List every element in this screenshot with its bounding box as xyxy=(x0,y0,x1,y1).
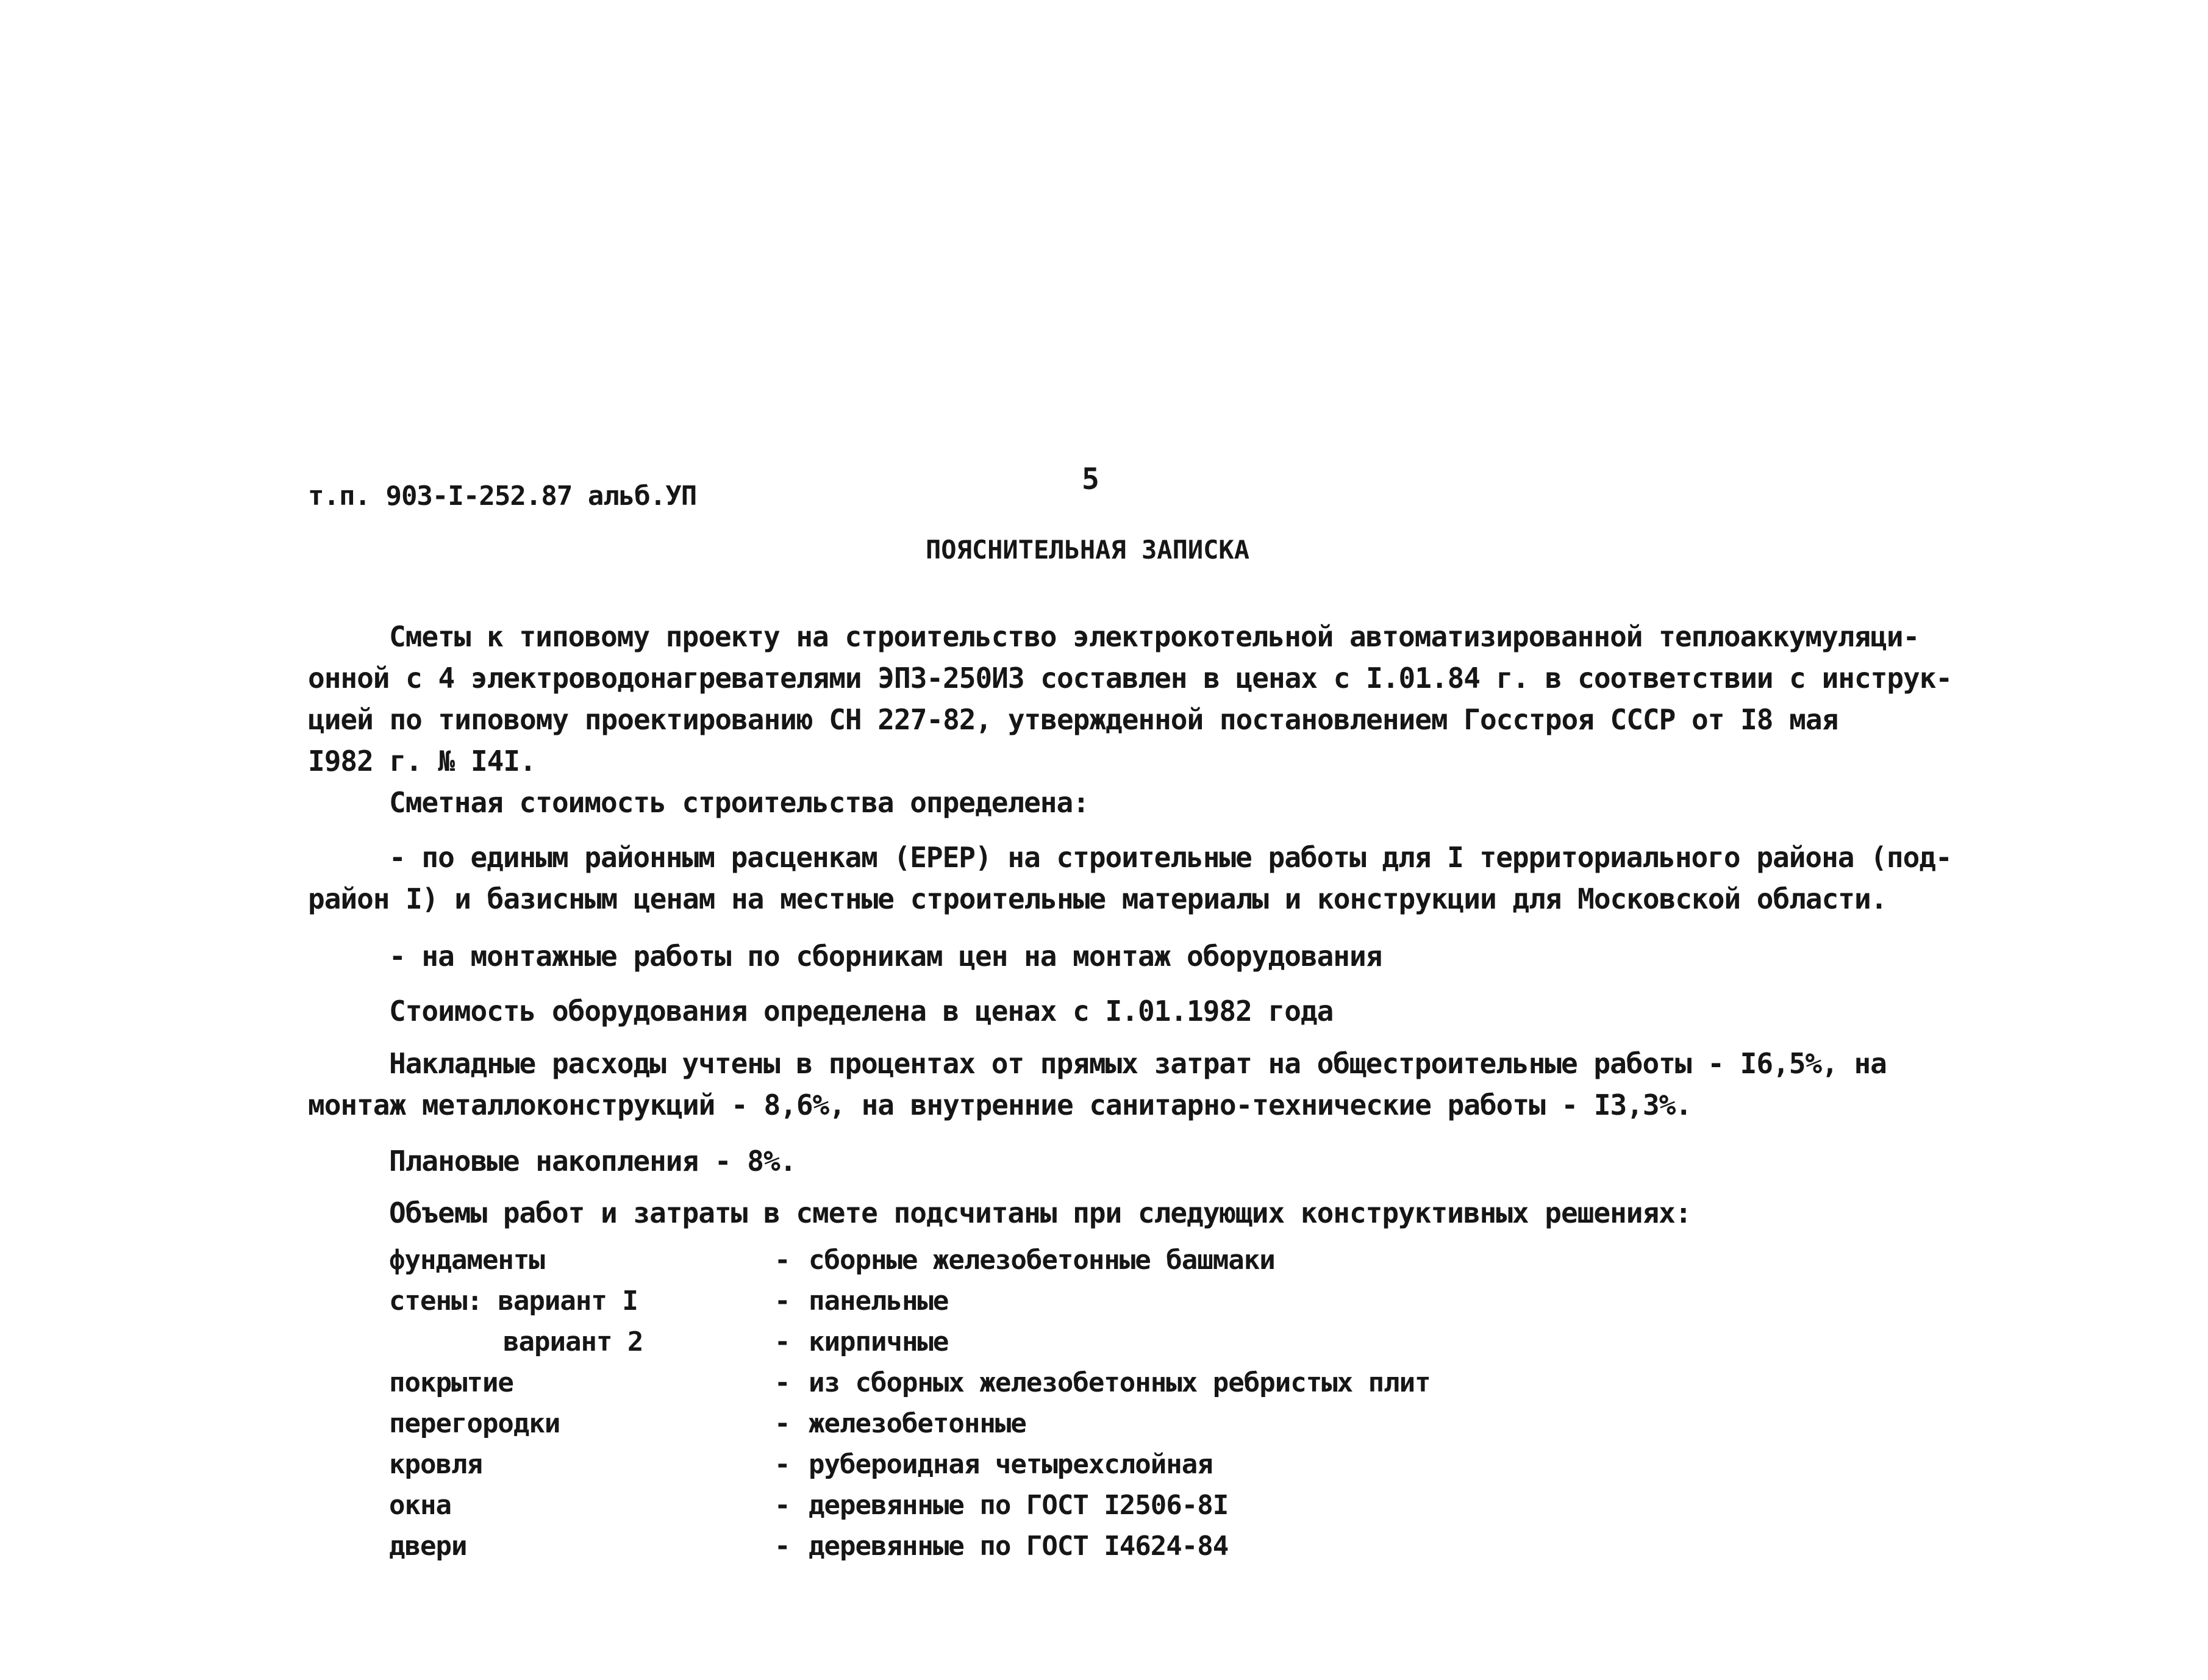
spec-key: фундаменты xyxy=(389,1245,545,1276)
spec-value: сборные железобетонные башмаки xyxy=(809,1245,1275,1276)
text-line: - на монтажные работы по сборникам цен на монтаж оборудования xyxy=(389,940,1382,973)
spec-row xyxy=(389,1403,1431,1444)
spec-value: деревянные по ГОСТ I2506-8I xyxy=(809,1490,1229,1521)
spec-key: покрытие xyxy=(389,1367,513,1398)
text-line: - по единым районным расценкам (ЕРЕР) на строительные работы для I территориального района (под- xyxy=(389,841,1952,874)
spec-key: двери xyxy=(389,1531,467,1562)
spec-dash: - xyxy=(774,1326,790,1357)
equipment-cost-paragraph xyxy=(308,990,2015,1032)
text-line: Плановые накопления - 8%. xyxy=(389,1145,796,1178)
spec-dash: - xyxy=(774,1245,790,1276)
spec-key: кровля xyxy=(389,1449,482,1480)
text-line: онной с 4 электроводонагревателями ЭПЗ-250ИЗ составлен в ценах с I.01.84 г. в соответствии с инструк- xyxy=(308,662,1953,695)
spec-value: рубероидная четырехслойная xyxy=(809,1449,1213,1480)
spec-dash: - xyxy=(774,1285,790,1317)
cost-defined-paragraph xyxy=(308,782,2015,823)
mounting-item xyxy=(308,935,2015,977)
spec-key: стены: вариант I xyxy=(389,1285,638,1317)
construction-spec-list xyxy=(389,1240,1431,1567)
text-line: Сметы к типовому проекту на строительство электрокотельной автоматизированной теплоаккумуляци- xyxy=(389,620,1920,653)
spec-row xyxy=(389,1444,1431,1485)
spec-row xyxy=(389,1321,1431,1362)
page-number: 5 xyxy=(1082,462,1099,496)
page-title: ПОЯСНИТЕЛЬНАЯ ЗАПИСКА xyxy=(926,535,1250,565)
text-line: цией по типовому проектированию СН 227-82, утвержденной постановлением Госстроя СССР от I8 мая xyxy=(308,703,1838,736)
spec-value: кирпичные xyxy=(809,1326,949,1357)
planned-savings-paragraph xyxy=(308,1140,2015,1182)
spec-value: железобетонные xyxy=(809,1408,1026,1439)
overhead-paragraph xyxy=(308,1043,2015,1126)
spec-row xyxy=(389,1362,1431,1403)
intro-paragraph xyxy=(308,616,2015,782)
text-line: район I) и базисным ценам на местные строительные материалы и конструкции для Московской области. xyxy=(308,882,1887,915)
spec-dash: - xyxy=(774,1408,790,1439)
spec-dash: - xyxy=(774,1490,790,1521)
spec-dash: - xyxy=(774,1367,790,1398)
spec-row xyxy=(389,1526,1431,1567)
spec-value: деревянные по ГОСТ I4624-84 xyxy=(809,1531,1229,1562)
text-line: монтаж металлоконструкций - 8,6%, на внутренние санитарно-технические работы - I3,3%. xyxy=(308,1088,1692,1121)
text-line: I982 г. № I4I. xyxy=(308,745,536,777)
document-code: т.п. 903-I-252.87 альб.УП xyxy=(308,481,697,512)
spec-value: из сборных железобетонных ребристых плит xyxy=(809,1367,1431,1398)
spec-dash: - xyxy=(774,1531,790,1562)
text-line: Объемы работ и затраты в смете подсчитаны при следующих конструктивных решениях: xyxy=(389,1196,1692,1229)
spec-dash: - xyxy=(774,1449,790,1480)
spec-key: окна xyxy=(389,1490,451,1521)
text-line: Накладные расходы учтены в процентах от прямых затрат на общестроительные работы - I6,5%, на xyxy=(389,1047,1887,1080)
spec-key: перегородки xyxy=(389,1408,560,1439)
text-line: Сметная стоимость строительства определена: xyxy=(389,786,1089,819)
erer-item xyxy=(308,837,2015,920)
volumes-paragraph xyxy=(308,1192,2015,1234)
text-line: Стоимость оборудования определена в ценах с I.01.1982 года xyxy=(389,995,1334,1028)
spec-row xyxy=(389,1485,1431,1526)
spec-row xyxy=(389,1240,1431,1281)
spec-row xyxy=(389,1281,1431,1321)
spec-key: вариант 2 xyxy=(503,1326,643,1357)
spec-value: панельные xyxy=(809,1285,949,1317)
